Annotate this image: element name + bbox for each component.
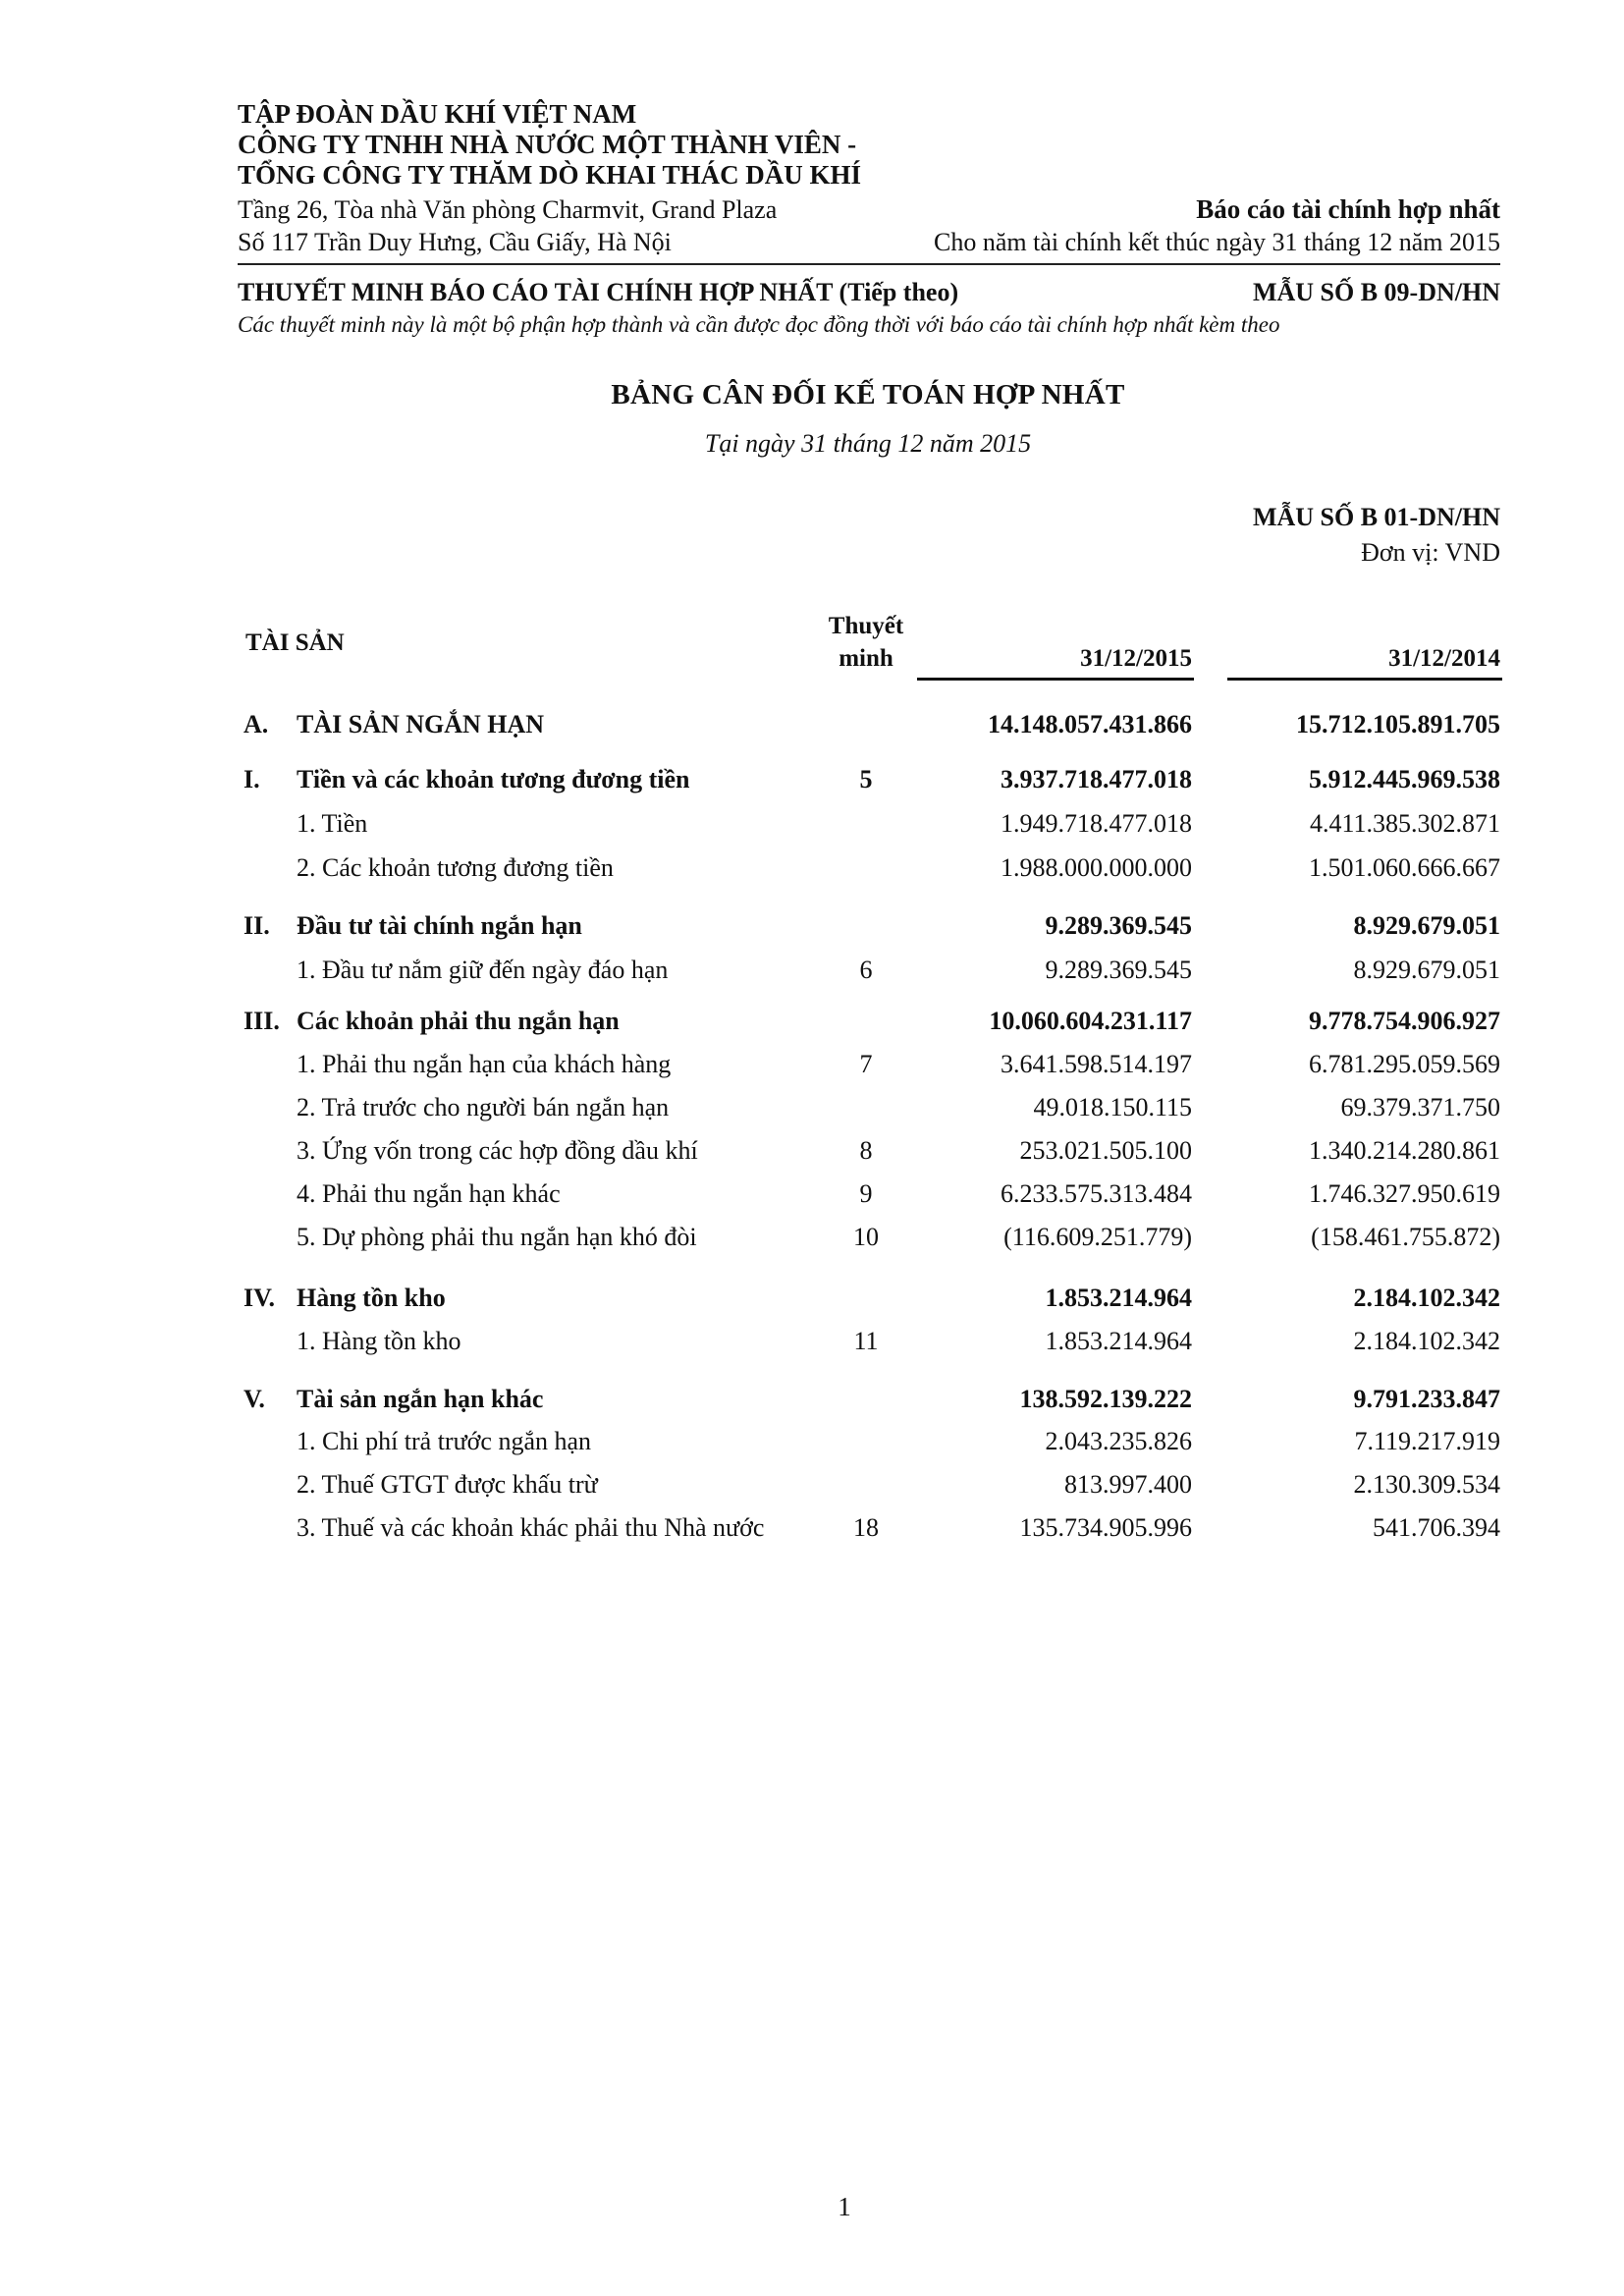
row-value-2015: 9.289.369.545 <box>1045 911 1192 940</box>
row-label: 3. Thuế và các khoản khác phải thu Nhà nước <box>297 1513 765 1542</box>
row-value-2014: 2.184.102.342 <box>1353 1284 1500 1312</box>
table-row <box>0 1284 1624 1323</box>
table-row <box>0 1513 1624 1553</box>
table-row <box>0 1179 1624 1219</box>
row-value-2014: 8.929.679.051 <box>1353 911 1500 940</box>
row-value-2014: 9.778.754.906.927 <box>1309 1007 1500 1035</box>
row-number: IV. <box>244 1284 276 1312</box>
row-note: 10 <box>853 1223 879 1251</box>
row-value-2014: 8.929.679.051 <box>1353 956 1500 984</box>
row-label: 1. Chi phí trả trước ngắn hạn <box>297 1427 592 1455</box>
row-value-2015: 1.949.718.477.018 <box>1001 809 1192 838</box>
row-value-2015: 2.043.235.826 <box>1045 1427 1192 1455</box>
row-value-2014: 7.119.217.919 <box>1354 1427 1500 1455</box>
row-number: I. <box>244 765 260 793</box>
row-label: 2. Các khoản tương đương tiền <box>297 853 614 882</box>
row-value-2014: 69.379.371.750 <box>1340 1093 1500 1121</box>
row-note: 5 <box>859 765 873 793</box>
row-value-2014: 9.791.233.847 <box>1353 1385 1500 1413</box>
row-value-2015: 14.148.057.431.866 <box>988 710 1192 738</box>
row-label: 1. Tiền <box>297 809 368 838</box>
row-label: 3. Ứng vốn trong các hợp đồng dầu khí <box>297 1136 698 1165</box>
col-note-line2: minh <box>839 645 893 672</box>
row-label: 1. Phải thu ngắn hạn của khách hàng <box>297 1050 672 1078</box>
row-value-2015: 3.641.598.514.197 <box>1001 1050 1192 1078</box>
table-row <box>0 911 1624 951</box>
row-value-2015: 135.734.905.996 <box>1019 1513 1192 1542</box>
table-row <box>0 1223 1624 1262</box>
row-value-2015: 138.592.139.222 <box>1019 1385 1192 1413</box>
report-period: Cho năm tài chính kết thúc ngày 31 tháng 12 năm 2015 <box>934 228 1500 256</box>
col-year-2015: 31/12/2015 <box>1080 645 1192 672</box>
row-note: 9 <box>859 1179 873 1208</box>
col-note-line1: Thuyết <box>828 613 904 639</box>
row-number: V. <box>244 1385 265 1413</box>
table-row <box>0 1470 1624 1509</box>
row-value-2015: (116.609.251.779) <box>1003 1223 1192 1251</box>
statement-date: Tại ngày 31 tháng 12 năm 2015 <box>704 429 1032 458</box>
row-value-2014: 15.712.105.891.705 <box>1296 710 1500 738</box>
row-note: 18 <box>853 1513 879 1542</box>
statement-form: MẪU SỐ B 01-DN/HN <box>1252 503 1500 531</box>
row-value-2014: 1.340.214.280.861 <box>1309 1136 1500 1165</box>
table-row <box>0 1050 1624 1089</box>
row-value-2015: 253.021.505.100 <box>1019 1136 1192 1165</box>
row-label: Đầu tư tài chính ngắn hạn <box>297 911 582 940</box>
row-note: 8 <box>859 1136 873 1165</box>
table-row <box>0 853 1624 893</box>
row-number: A. <box>244 710 269 738</box>
row-value-2014: 2.184.102.342 <box>1353 1327 1500 1355</box>
row-number: II. <box>244 911 270 940</box>
row-label: 4. Phải thu ngắn hạn khác <box>297 1179 561 1208</box>
row-value-2014: 4.411.385.302.871 <box>1309 809 1500 838</box>
row-label: 1. Hàng tồn kho <box>297 1327 461 1355</box>
address-line-2: Số 117 Trần Duy Hưng, Cầu Giấy, Hà Nội <box>238 228 672 256</box>
row-value-2014: 6.781.295.059.569 <box>1309 1050 1500 1078</box>
row-label: 2. Thuế GTGT được khấu trừ <box>297 1470 598 1499</box>
table-row <box>0 956 1624 995</box>
col-year-2014: 31/12/2014 <box>1388 645 1500 672</box>
row-value-2014: 1.501.060.666.667 <box>1309 853 1500 882</box>
table-row <box>0 809 1624 848</box>
row-value-2015: 9.289.369.545 <box>1045 956 1192 984</box>
row-value-2015: 10.060.604.231.117 <box>989 1007 1192 1035</box>
row-value-2015: 1.988.000.000.000 <box>1001 853 1192 882</box>
notes-title: THUYẾT MINH BÁO CÁO TÀI CHÍNH HỢP NHẤT (Tiếp theo) <box>238 278 959 306</box>
report-name: Báo cáo tài chính hợp nhất <box>1196 194 1500 224</box>
table-row <box>0 1385 1624 1424</box>
row-label: Các khoản phải thu ngắn hạn <box>297 1007 620 1035</box>
row-value-2015: 3.937.718.477.018 <box>1001 765 1192 793</box>
row-value-2015: 49.018.150.115 <box>1033 1093 1192 1121</box>
header-divider <box>238 263 1500 265</box>
row-label: 2. Trả trước cho người bán ngắn hạn <box>297 1093 670 1121</box>
row-number: III. <box>244 1007 280 1035</box>
table-row <box>0 1007 1624 1046</box>
table-row <box>0 1327 1624 1366</box>
row-value-2014: 1.746.327.950.619 <box>1309 1179 1500 1208</box>
row-value-2015: 1.853.214.964 <box>1045 1284 1192 1312</box>
col-assets: TÀI SẢN <box>245 629 345 656</box>
company-line-1: TẬP ĐOÀN DẦU KHÍ VIỆT NAM <box>238 99 637 129</box>
notes-remark: Các thuyết minh này là một bộ phận hợp thành và cần được đọc đồng thời với báo cáo tài chính hợp nhất kèm theo <box>238 312 1280 337</box>
row-label: Tiền và các khoản tương đương tiền <box>297 765 690 793</box>
table-row <box>0 765 1624 804</box>
unit-label: Đơn vị: VND <box>1361 538 1500 567</box>
row-label: Tài sản ngắn hạn khác <box>297 1385 544 1413</box>
table-row <box>0 710 1624 749</box>
table-row <box>0 1427 1624 1466</box>
row-note: 7 <box>859 1050 873 1078</box>
row-value-2014: 5.912.445.969.538 <box>1309 765 1500 793</box>
row-value-2015: 6.233.575.313.484 <box>1001 1179 1192 1208</box>
row-value-2015: 813.997.400 <box>1064 1470 1192 1499</box>
row-value-2014: 2.130.309.534 <box>1353 1470 1500 1499</box>
row-value-2015: 1.853.214.964 <box>1045 1327 1192 1355</box>
page-number: 1 <box>838 2192 851 2221</box>
col-underline-2014 <box>1227 678 1502 681</box>
address-line-1: Tầng 26, Tòa nhà Văn phòng Charmvit, Grand Plaza <box>238 195 778 224</box>
company-line-3: TỔNG CÔNG TY THĂM DÒ KHAI THÁC DẦU KHÍ <box>238 160 862 190</box>
row-note: 6 <box>859 956 873 984</box>
row-value-2014: 541.706.394 <box>1373 1513 1500 1542</box>
row-label: 5. Dự phòng phải thu ngắn hạn khó đòi <box>297 1223 697 1251</box>
table-row <box>0 1093 1624 1132</box>
col-underline-2015 <box>917 678 1194 681</box>
row-value-2014: (158.461.755.872) <box>1311 1223 1500 1251</box>
notes-form: MẪU SỐ B 09-DN/HN <box>1252 278 1500 306</box>
row-note: 11 <box>853 1327 879 1355</box>
table-row <box>0 1136 1624 1175</box>
row-label: 1. Đầu tư nắm giữ đến ngày đáo hạn <box>297 956 669 984</box>
row-label: Hàng tồn kho <box>297 1284 446 1312</box>
company-line-2: CÔNG TY TNHH NHÀ NƯỚC MỘT THÀNH VIÊN - <box>238 130 857 159</box>
row-label: TÀI SẢN NGẮN HẠN <box>297 710 545 738</box>
statement-title: BẢNG CÂN ĐỐI KẾ TOÁN HỢP NHẤT <box>611 379 1125 410</box>
